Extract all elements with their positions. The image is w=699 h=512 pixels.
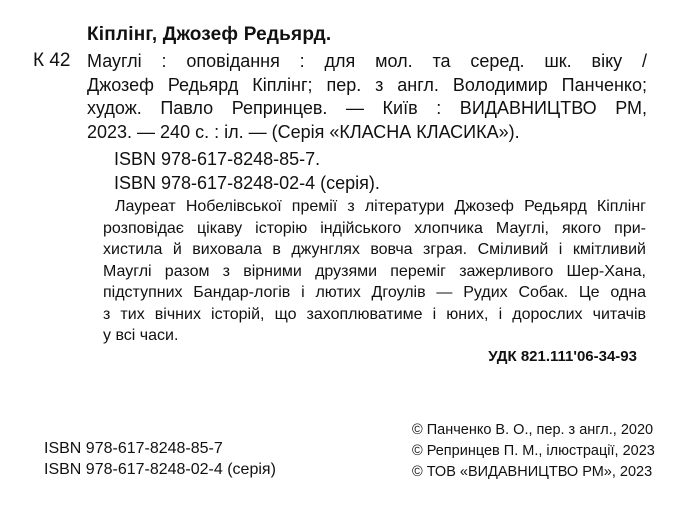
isbn-line: ISBN 978-617-8248-02-4 (серія).: [114, 172, 380, 193]
annotation: [103, 196, 646, 347]
copyright-line: © Панченко В. О., пер. з англ., 2020: [412, 422, 654, 438]
bottom-isbn-line: ISBN 978-617-8248-02-4 (серія): [44, 461, 276, 478]
author-heading: Кіплінг, Джозеф Редьярд.: [87, 24, 332, 45]
copyright-notices: [412, 420, 655, 483]
bibliographic-line: Джозеф Редьярд Кіплінг; пер. з англ. Володимир Панченко;: [87, 74, 647, 95]
bottom-isbn-line: ISBN 978-617-8248-85-7: [44, 440, 223, 457]
bibliographic-line: Мауглі : оповідання : для мол. та серед. шк. віку /: [87, 51, 647, 71]
udk-code: УДК 821.111'06-34-93: [488, 348, 637, 365]
annotation-line: хистила й виховала в джунглях вовча зграя. Сміливий і кмітливий: [103, 241, 646, 258]
annotation-line: з тих вічних історій, що захоплюватиме і юних, і дорослих читачів: [103, 305, 646, 323]
annotation-line: Лауреат Нобелівської премії з літератури Джозеф Редьярд Кіплінг: [115, 198, 646, 215]
isbn-line: ISBN 978-617-8248-85-7.: [114, 149, 321, 169]
annotation-line: Мауглі разом з вірними друзями переміг зажерливого Шер-Хана,: [103, 262, 646, 280]
copyright-line: © ТОВ «ВИДАВНИЦТВО РМ», 2023: [412, 464, 653, 480]
bottom-isbn-list: [44, 438, 276, 480]
catalog-code: К 42: [33, 50, 71, 71]
annotation-line: розповідає цікаву історію індійського хлопчика Мауглі, якого при-: [103, 219, 646, 237]
annotation-line: підступних Бандар-логів і лютих Дгоулів — Рудих Собак. Це одна: [103, 284, 646, 301]
bibliographic-line: худож. Павло Репринцев. — Київ : ВИДАВНИЦТВО РМ,: [87, 98, 647, 118]
bibliographic-line: 2023. — 240 с. : іл. — (Серія «КЛАСНА КЛАСИКА»).: [87, 121, 520, 142]
isbn-list: [114, 148, 380, 195]
bibliographic-description: [87, 50, 647, 144]
copyright-line: © Репринцев П. М., ілюстрації, 2023: [412, 443, 655, 459]
annotation-line: у всі часи.: [103, 327, 179, 344]
